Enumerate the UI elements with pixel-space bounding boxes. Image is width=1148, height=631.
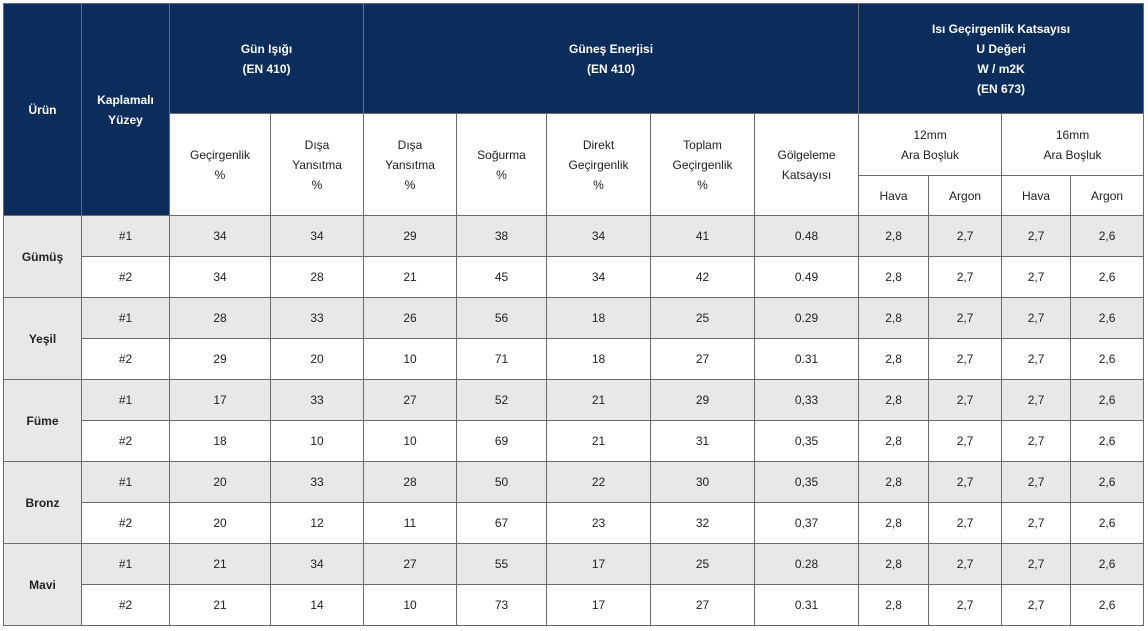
table-body [4,216,1144,626]
cell-hava-16mm: 2,7 [1002,216,1071,257]
cell-gecirgenlik: 20 [170,503,271,544]
cell-argon-12mm: 2,7 [929,503,1002,544]
cell-surface: #1 [82,216,170,257]
cell-argon-16mm: 2,6 [1071,380,1144,421]
cell-hava-12mm: 2,8 [859,544,929,585]
cell-gecirgenlik: 20 [170,462,271,503]
cell-toplam-gecirgenlik: 32 [651,503,755,544]
table-header [4,4,1144,216]
header-toplam-gecirgenlik: Toplam Geçirgenlik % [651,114,755,216]
cell-argon-12mm: 2,7 [929,544,1002,585]
table-row [4,421,1144,462]
cell-disa-yansitma-gun: 14 [271,585,364,626]
cell-surface: #2 [82,585,170,626]
table-row [4,462,1144,503]
cell-golgeleme-katsayisi: 0.28 [755,544,859,585]
cell-direkt-gecirgenlik: 21 [547,380,651,421]
header-argon-12mm: Argon [929,176,1002,216]
cell-hava-16mm: 2,7 [1002,339,1071,380]
cell-surface: #1 [82,298,170,339]
cell-gecirgenlik: 21 [170,585,271,626]
cell-sogurma: 73 [457,585,547,626]
cell-surface: #2 [82,257,170,298]
cell-gecirgenlik: 34 [170,257,271,298]
cell-direkt-gecirgenlik: 18 [547,298,651,339]
cell-golgeleme-katsayisi: 0.31 [755,339,859,380]
cell-toplam-gecirgenlik: 30 [651,462,755,503]
cell-toplam-gecirgenlik: 25 [651,544,755,585]
header-16mm-ara-bosluk: 16mm Ara Boşluk [1002,114,1144,176]
table-row [4,503,1144,544]
cell-hava-12mm: 2,8 [859,462,929,503]
cell-argon-12mm: 2,7 [929,339,1002,380]
cell-toplam-gecirgenlik: 42 [651,257,755,298]
cell-argon-12mm: 2,7 [929,421,1002,462]
cell-direkt-gecirgenlik: 17 [547,544,651,585]
cell-direkt-gecirgenlik: 22 [547,462,651,503]
cell-golgeleme-katsayisi: 0.49 [755,257,859,298]
header-gun-isigi: Gün Işığı (EN 410) [170,4,364,114]
cell-disa-yansitma-gun: 33 [271,380,364,421]
cell-hava-12mm: 2,8 [859,339,929,380]
cell-disa-yansitma-gun: 20 [271,339,364,380]
cell-argon-16mm: 2,6 [1071,339,1144,380]
cell-golgeleme-katsayisi: 0,33 [755,380,859,421]
cell-direkt-gecirgenlik: 23 [547,503,651,544]
cell-argon-12mm: 2,7 [929,216,1002,257]
cell-toplam-gecirgenlik: 31 [651,421,755,462]
cell-disa-yansitma-gunes: 11 [364,503,457,544]
cell-hava-16mm: 2,7 [1002,544,1071,585]
cell-argon-16mm: 2,6 [1071,216,1144,257]
cell-disa-yansitma-gun: 28 [271,257,364,298]
cell-direkt-gecirgenlik: 18 [547,339,651,380]
cell-hava-12mm: 2,8 [859,380,929,421]
cell-argon-16mm: 2,6 [1071,421,1144,462]
table-row [4,339,1144,380]
cell-surface: #1 [82,380,170,421]
cell-argon-16mm: 2,6 [1071,544,1144,585]
header-urun: Ürün [4,4,82,216]
cell-disa-yansitma-gunes: 28 [364,462,457,503]
header-gecirgenlik: Geçirgenlik % [170,114,271,216]
cell-hava-16mm: 2,7 [1002,257,1071,298]
cell-gecirgenlik: 18 [170,421,271,462]
cell-gecirgenlik: 21 [170,544,271,585]
cell-golgeleme-katsayisi: 0.48 [755,216,859,257]
cell-disa-yansitma-gunes: 10 [364,339,457,380]
table-row [4,298,1144,339]
header-golgeleme-katsayisi: Gölgeleme Katsayısı [755,114,859,216]
cell-argon-16mm: 2,6 [1071,585,1144,626]
cell-disa-yansitma-gun: 33 [271,298,364,339]
cell-disa-yansitma-gunes: 10 [364,585,457,626]
cell-hava-16mm: 2,7 [1002,298,1071,339]
header-direkt-gecirgenlik: Direkt Geçirgenlik % [547,114,651,216]
cell-disa-yansitma-gunes: 29 [364,216,457,257]
cell-toplam-gecirgenlik: 41 [651,216,755,257]
cell-disa-yansitma-gun: 10 [271,421,364,462]
cell-golgeleme-katsayisi: 0,35 [755,462,859,503]
cell-hava-16mm: 2,7 [1002,380,1071,421]
cell-disa-yansitma-gunes: 21 [364,257,457,298]
header-disa-yansitma-gun: Dışa Yansıtma % [271,114,364,216]
glass-spec-table [3,3,1144,626]
cell-sogurma: 69 [457,421,547,462]
cell-toplam-gecirgenlik: 29 [651,380,755,421]
cell-hava-12mm: 2,8 [859,585,929,626]
cell-hava-12mm: 2,8 [859,503,929,544]
cell-disa-yansitma-gun: 34 [271,544,364,585]
cell-toplam-gecirgenlik: 27 [651,339,755,380]
cell-hava-16mm: 2,7 [1002,585,1071,626]
cell-hava-12mm: 2,8 [859,298,929,339]
product-name: Bronz [4,462,82,544]
cell-gecirgenlik: 34 [170,216,271,257]
header-argon-16mm: Argon [1071,176,1144,216]
cell-sogurma: 45 [457,257,547,298]
cell-argon-16mm: 2,6 [1071,298,1144,339]
cell-golgeleme-katsayisi: 0.29 [755,298,859,339]
cell-disa-yansitma-gunes: 27 [364,544,457,585]
cell-argon-12mm: 2,7 [929,462,1002,503]
cell-hava-16mm: 2,7 [1002,421,1071,462]
header-12mm-ara-bosluk: 12mm Ara Boşluk [859,114,1002,176]
cell-disa-yansitma-gun: 33 [271,462,364,503]
cell-toplam-gecirgenlik: 27 [651,585,755,626]
cell-hava-12mm: 2,8 [859,257,929,298]
cell-hava-16mm: 2,7 [1002,462,1071,503]
cell-hava-12mm: 2,8 [859,421,929,462]
cell-gecirgenlik: 29 [170,339,271,380]
cell-gecirgenlik: 17 [170,380,271,421]
cell-argon-12mm: 2,7 [929,298,1002,339]
cell-direkt-gecirgenlik: 17 [547,585,651,626]
cell-direkt-gecirgenlik: 34 [547,216,651,257]
cell-argon-16mm: 2,6 [1071,462,1144,503]
cell-sogurma: 52 [457,380,547,421]
cell-disa-yansitma-gun: 12 [271,503,364,544]
product-name: Gümüş [4,216,82,298]
header-kaplamali-yuzey: Kaplamalı Yüzey [82,4,170,216]
cell-sogurma: 67 [457,503,547,544]
header-gunes-enerjisi: Güneş Enerjisi (EN 410) [364,4,859,114]
cell-surface: #2 [82,339,170,380]
product-name: Yeşil [4,298,82,380]
cell-disa-yansitma-gun: 34 [271,216,364,257]
table-row [4,380,1144,421]
cell-surface: #2 [82,421,170,462]
cell-surface: #1 [82,544,170,585]
table-row [4,216,1144,257]
cell-sogurma: 38 [457,216,547,257]
header-disa-yansitma-gunes: Dışa Yansıtma % [364,114,457,216]
cell-surface: #1 [82,462,170,503]
cell-sogurma: 56 [457,298,547,339]
cell-hava-16mm: 2,7 [1002,503,1071,544]
cell-argon-12mm: 2,7 [929,257,1002,298]
cell-hava-12mm: 2,8 [859,216,929,257]
table-row [4,585,1144,626]
cell-surface: #2 [82,503,170,544]
cell-disa-yansitma-gunes: 26 [364,298,457,339]
cell-argon-16mm: 2,6 [1071,503,1144,544]
header-isi-gecirgenlik: Isı Geçirgenlik Katsayısı U Değeri W / m2K (EN 673) [859,4,1144,114]
table-row [4,257,1144,298]
product-name: Mavi [4,544,82,626]
cell-sogurma: 55 [457,544,547,585]
cell-toplam-gecirgenlik: 25 [651,298,755,339]
cell-direkt-gecirgenlik: 21 [547,421,651,462]
product-name: Füme [4,380,82,462]
cell-disa-yansitma-gunes: 10 [364,421,457,462]
cell-sogurma: 71 [457,339,547,380]
header-sogurma: Soğurma % [457,114,547,216]
header-hava-16mm: Hava [1002,176,1071,216]
header-hava-12mm: Hava [859,176,929,216]
cell-argon-12mm: 2,7 [929,380,1002,421]
cell-golgeleme-katsayisi: 0.31 [755,585,859,626]
cell-sogurma: 50 [457,462,547,503]
cell-gecirgenlik: 28 [170,298,271,339]
cell-direkt-gecirgenlik: 34 [547,257,651,298]
cell-argon-12mm: 2,7 [929,585,1002,626]
cell-disa-yansitma-gunes: 27 [364,380,457,421]
cell-golgeleme-katsayisi: 0,37 [755,503,859,544]
cell-argon-16mm: 2,6 [1071,257,1144,298]
table-row [4,544,1144,585]
cell-golgeleme-katsayisi: 0,35 [755,421,859,462]
